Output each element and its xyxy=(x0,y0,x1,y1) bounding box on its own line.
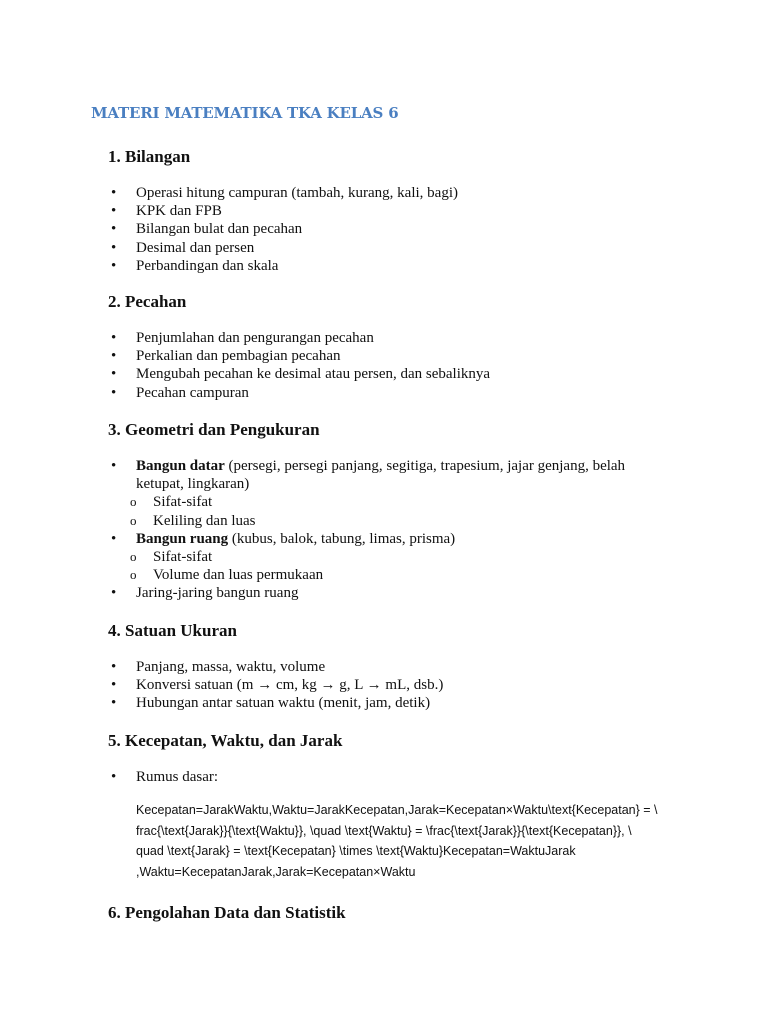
sub-list-item: o Volume dan luas permukaan xyxy=(108,566,668,584)
list-item: • Mengubah pecahan ke desimal atau persen, dan sebaliknya xyxy=(108,365,668,383)
sub-list xyxy=(108,493,668,529)
formula-line: frac{\text{Jarak}}{\text{Waktu}}, \quad \text{Waktu} = \frac{\text{Jarak}}{\text{Kecepatan}}, \ xyxy=(136,823,632,838)
sub-list-item: o Sifat-sifat xyxy=(108,493,668,511)
sub-list-item: o Keliling dan luas xyxy=(108,512,668,530)
bangun-datar-desc: (persegi, persegi panjang, segitiga, trapesium, jajar genjang, belah ketupat, lingkaran) xyxy=(136,458,626,493)
formula-line: quad \text{Jarak} = \text{Kecepatan} \times \text{Waktu}Kecepatan=WaktuJarak xyxy=(136,844,576,859)
list-item: • Operasi hitung campuran (tambah, kurang, kali, bagi) xyxy=(108,184,668,202)
list-item-bangun-ruang xyxy=(108,530,668,585)
bullet-list xyxy=(108,184,668,275)
bullet-list xyxy=(108,329,668,402)
section-heading: 6. Pengolahan Data dan Statistik xyxy=(108,903,346,922)
formula-block xyxy=(108,800,666,882)
section-heading: 5. Kecepatan, Waktu, dan Jarak xyxy=(108,731,343,750)
section-geometri xyxy=(108,420,668,603)
list-item: • Panjang, massa, waktu, volume xyxy=(108,658,668,676)
section-kecepatan xyxy=(108,731,668,882)
sub-list xyxy=(108,548,668,584)
section-heading: 4. Satuan Ukuran xyxy=(108,621,237,640)
bullet-list xyxy=(108,768,668,786)
section-satuan-ukuran xyxy=(108,621,668,713)
formula-line: Kecepatan=JarakWaktu,Waktu=JarakKecepatan,Jarak=Kecepatan×Waktu\text{Kecepatan} = \ xyxy=(136,803,658,818)
section-pengolahan-data xyxy=(108,903,668,923)
document-title: MATERI MATEMATIKA TKA KELAS 6 xyxy=(91,104,399,122)
list-item: • KPK dan FPB xyxy=(108,202,668,220)
list-item: • Konversi satuan (m → cm, kg → g, L → mL, dsb.) xyxy=(108,676,668,694)
bangun-ruang-desc: (kubus, balok, tabung, limas, prisma) xyxy=(228,530,456,547)
list-item: • Perbandingan dan skala xyxy=(108,257,668,275)
list-item: • Penjumlahan dan pengurangan pecahan xyxy=(108,329,668,347)
list-item: • Rumus dasar: xyxy=(108,768,668,786)
sub-list-item: o Sifat-sifat xyxy=(108,548,668,566)
bullet-list xyxy=(108,457,668,603)
list-item-bangun-datar xyxy=(108,457,668,530)
list-item: • Perkalian dan pembagian pecahan xyxy=(108,347,668,365)
bullet-list xyxy=(108,658,668,713)
list-item: • Bilangan bulat dan pecahan xyxy=(108,220,668,238)
formula-line: ,Waktu=KecepatanJarak,Jarak=Kecepatan×Waktu xyxy=(136,864,416,879)
section-bilangan xyxy=(108,147,668,275)
bangun-ruang-label: Bangun ruang xyxy=(136,530,229,547)
section-pecahan xyxy=(108,292,668,402)
bangun-datar-label: Bangun datar xyxy=(136,458,225,474)
list-item: • Pecahan campuran xyxy=(108,384,668,402)
section-heading: 1. Bilangan xyxy=(108,147,191,166)
section-heading: 3. Geometri dan Pengukuran xyxy=(108,420,320,439)
section-heading: 2. Pecahan xyxy=(108,292,187,311)
list-item: • Jaring-jaring bangun ruang xyxy=(108,584,668,602)
list-item: • Desimal dan persen xyxy=(108,239,668,257)
list-item: • Hubungan antar satuan waktu (menit, jam, detik) xyxy=(108,694,668,712)
